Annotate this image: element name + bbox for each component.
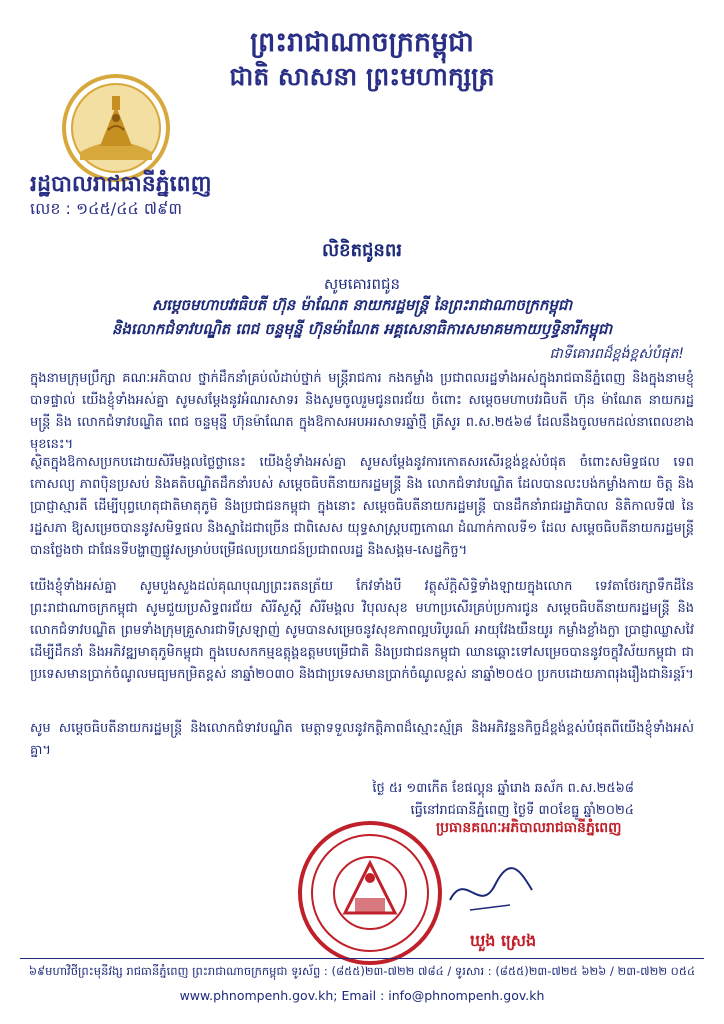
- paragraph-3: យើងខ្ញុំទាំងអស់គ្នា សូមបួងសួងដល់គុណបុណ្យព្រះរតនត្រ័យ កែវទាំងបី វត្ថុស័ក្តិសិទ្ធិទាំងឡាយក្នុងលោក ទេវតាថែរក្សាទឹកដីនៃព្រះរាជាណាចក្រកម្ពុជា សូមជួយប្រសិទ្ធពរជ័យ សិរីសួស្តី សិរីមង្គល វិបុលសុខ មហាប្រសើរគ្រប់ប្រការជូន សម្តេចធិបតីនាយករដ្ឋមន្ត្រី និងលោកជំទាវបណ្ឌិត ព្រមទាំងក្រុមគ្រួសារជាទីស្រឡាញ់ សូមបានសម្រេចនូវសុខភាពល្អបរិបូរណ៍ អាយុវែងយឺនយូរ កម្លាំងខ្លាំងក្លា ប្រាជ្ញាឈ្លាសវៃ ដើម្បីដឹកនាំ និងអភិវឌ្ឍមាតុភូមិកម្ពុជា ក្នុងបេសកកម្មឧត្តុង្គឧត្តមបម្រើជាតិ និងប្រជាជនកម្ពុជា ឈានឆ្ពោះទៅសម្រេចបាននូវចក្ខុវិស័យកម្ពុជា ជាប្រទេសមានប្រាក់ចំណូលមធ្យមកម្រិតខ្ពស់ នាឆ្នាំ២០៣០ និងជាប្រទេសមានប្រាក់ចំណូលខ្ពស់ នាឆ្នាំ២០៥០ ប្រកបដោយភាពរុងរឿងជានិរន្តរ៍។: [30, 579, 694, 682]
- date-lunar: ថ្ងៃ ៥រ ១៣កើត ខែផល្គុន ឆ្នាំរោង ឆស័ក ព.ស.២៥៦៨: [372, 781, 634, 796]
- salutation: សូមគោរពជូន: [323, 275, 401, 293]
- document-title: លិខិតជូនពរ: [322, 240, 402, 261]
- official-seal: [295, 818, 445, 968]
- recipient-line-2: និងលោកជំទាវបណ្ឌិត ពេជ ចន្ទមុន្នី ហ៊ុនម៉ាណែត អគ្គសេនាធិការសមាគមកាយឫទ្ធិនារីកម្ពុជា: [111, 320, 613, 338]
- national-motto: ជាតិ សាសនា ព្រះមហាក្សត្រ: [229, 62, 495, 91]
- paragraph-1: ក្នុងនាមក្រុមប្រឹក្សា គណៈអភិបាល ថ្នាក់ដឹកនាំគ្រប់លំដាប់ថ្នាក់ មន្ត្រីរាជការ កងកម្លាំង ប្រជាពលរដ្ឋទាំងអស់ក្នុងរាជធានីភ្នំពេញ និងក្នុងនាមខ្ញុំបាទផ្ទាល់ យើងខ្ញុំទាំងអស់គ្នា សូមសម្តែងនូវអំណរសាទរ និងសូមចូលរួមជូនពរជ័យ ចំពោះ សម្តេចមហាបវរធិបតី ហ៊ុន ម៉ាណែត នាយករដ្ឋមន្ត្រី និង លោកជំទាវបណ្ឌិត ពេជ ចន្ទមុន្នី ហ៊ុនម៉ាណែត ក្នុងឱកាសអបអរសាទរឆ្នាំថ្មី ត្រីសូរ ព.ស.២៥៦៨ ដែលនឹងចូលមកដល់នាពេលខាងមុខនេះ។: [30, 371, 694, 452]
- issuing-office: រដ្ឋបាលរាជធានីភ្នំពេញ: [30, 171, 212, 197]
- paragraph-4: សូម សម្តេចធិបតីនាយករដ្ឋមន្ត្រី និងលោកជំទាវបណ្ឌិត មេត្តាទទួលនូវកត្តិភាពដ៏ស្មោះស្ម័គ្រ និងអភិវន្ទនកិច្ចដ៏ខ្ពង់ខ្ពស់បំផុតពីយើងខ្ញុំទាំងអស់គ្នា។: [30, 721, 694, 758]
- signature-title: ប្រធានគណៈអភិបាលរាជធានីភ្នំពេញ: [436, 820, 622, 836]
- paragraph-2: ស្ថិតក្នុងឱកាសប្រកបដោយសិរីមង្គលថ្លៃថ្លានេះ យើងខ្ញុំទាំងអស់គ្នា សូមសម្តែងនូវការកោតសរសើរខ្ពង់ខ្ពស់បំផុត ចំពោះសមិទ្ធផល ទេពកោសល្យ ភាពប៉ិនប្រសប់ និងគតិបណ្ឌិតដឹកនាំរបស់ សម្តេចធិបតីនាយករដ្ឋមន្ត្រី និង លោកជំទាវបណ្ឌិត ដែលបានលះបង់កម្លាំងកាយ ចិត្ត និងប្រាជ្ញាស្មារតី ដើម្បីបុព្វហេតុជាតិមាតុភូមិ និងប្រជាជនកម្ពុជា ក្នុងនោះ សម្តេចធិបតីនាយករដ្ឋមន្ត្រី បានដឹកនាំរាជរដ្ឋាភិបាល និតិកាលទី៧ នៃរដ្ឋសភា ឱ្យសម្រេចបាននូវសមិទ្ធផល និងស្នាដៃជាច្រើន ជាពិសេស យុទ្ធសាស្ត្របញ្ចកោណ ដំណាក់កាលទី១ ដែល សម្តេចធិបតីនាយករដ្ឋមន្ត្រី បានថ្លែងថា ជាផែនទីបង្ហាញផ្លូវសម្រាប់បម្រើផលប្រយោជន៍ប្រជាពលរដ្ឋ និងសង្គម-សេដ្ឋកិច្ច។: [30, 455, 694, 558]
- reference-number: លេខ : ១៤៥/៤៤ ៧៩៣: [30, 199, 183, 218]
- footer-address: ៦៩មហាវិថីព្រះមុនីវង្ស រាជធានីភ្នំពេញ ព្រះរាជាណាចក្រកម្ពុជា ទូរស័ព្ទ : (៨៥៥)២៣-៧២២ ៧៨៤ / ទូរសារ : (៨៥៥)២៣-៧២៥ ៦២៦ / ២៣-៧២២ ០៥៤: [28, 964, 696, 978]
- phnom-penh-emblem: [60, 72, 172, 184]
- signatory-name: ឃួង ស្រេង: [470, 931, 537, 950]
- date-solar: ធ្វើនៅរាជធានីភ្នំពេញ ថ្ងៃទី ៣០ខែធ្នូ ឆ្នាំ២០២៤: [410, 803, 634, 818]
- handwritten-signature: [440, 860, 540, 920]
- footer-divider: [20, 958, 704, 959]
- respect-line: ជាទីគោរពដ៏ខ្ពង់ខ្ពស់បំផុត!: [549, 346, 684, 362]
- kingdom-title: ព្រះរាជាណាចក្រកម្ពុជា: [250, 27, 474, 58]
- recipient-line-1: សម្តេចមហាបវរធិបតី ហ៊ុន ម៉ាណែត នាយករដ្ឋមន្ត្រី នៃព្រះរាជាណាចក្រកម្ពុជា: [151, 296, 573, 314]
- footer-web: www.phnompenh.gov.kh; Email : info@phnompenh.gov.kh: [179, 988, 545, 1003]
